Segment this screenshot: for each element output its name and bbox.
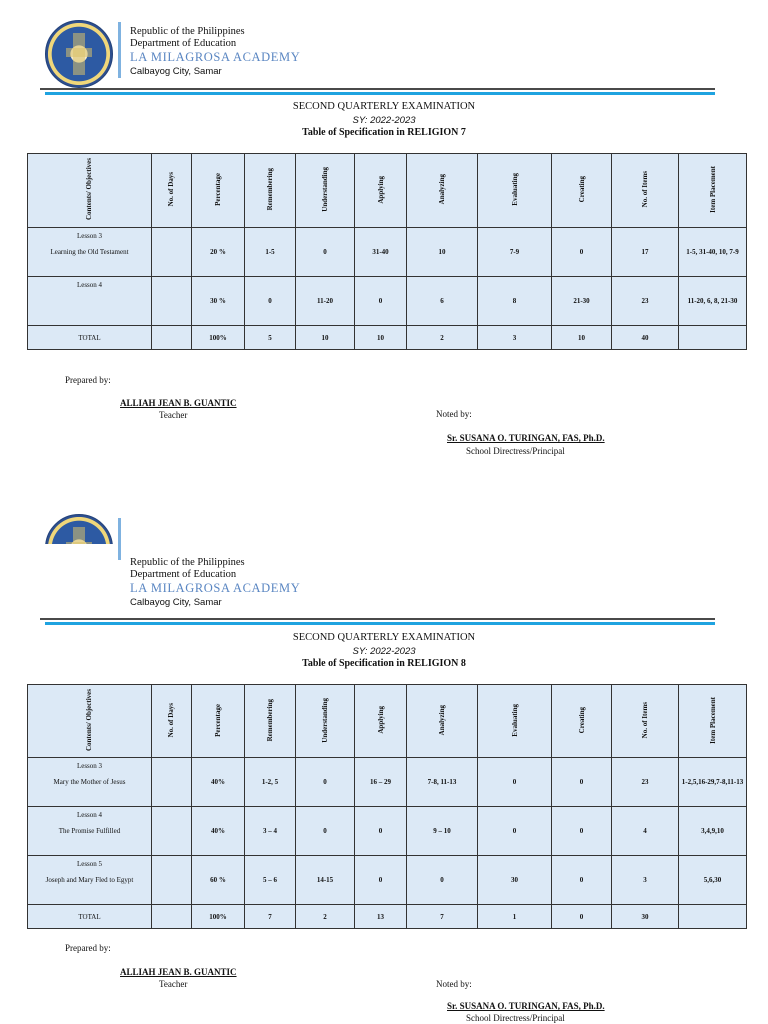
header-row (28, 154, 747, 228)
days-cell (152, 228, 192, 277)
lesson-cell: Lesson 5 Joseph and Mary Fled to Egypt (28, 856, 152, 905)
placement-cell (679, 905, 747, 929)
pct-cell: 100% (192, 905, 245, 929)
cre-cell: 21-30 (552, 277, 612, 326)
placement-cell: 11-20, 6, 8, 21-30 (679, 277, 747, 326)
placement-cell: 3,4,9,10 (679, 807, 747, 856)
eva-cell: 0 (478, 807, 552, 856)
lesson-cell: Lesson 3 Mary the Mother of Jesus (28, 758, 152, 807)
exam-title: SECOND QUARTERLY EXAMINATION (292, 101, 476, 112)
tos-table-religion-8 (27, 684, 747, 929)
pct-cell: 40% (192, 758, 245, 807)
col-remembering: Remembering (245, 154, 296, 228)
table-row (28, 228, 747, 277)
ana-cell: 7 (407, 905, 478, 929)
items-cell: 4 (612, 807, 679, 856)
teacher-name: ALLIAH JEAN B. GUANTIC (120, 398, 237, 408)
rem-cell: 1-5 (245, 228, 296, 277)
col-remembering: Remembering (245, 685, 296, 758)
principal-name: Sr. SUSANA O. TURINGAN, FAS, Ph.D. (447, 1001, 605, 1011)
republic-line: Republic of the Philippines (130, 557, 245, 568)
col-evaluating: Evaluating (478, 154, 552, 228)
pct-cell: 100% (192, 326, 245, 350)
eva-cell: 3 (478, 326, 552, 350)
school-seal-logo (45, 20, 113, 88)
col-understanding: Understanding (296, 154, 355, 228)
days-cell (152, 856, 192, 905)
table-row (28, 856, 747, 905)
noted-by-label: Noted by: (436, 979, 472, 989)
principal-role: School Directress/Principal (466, 1013, 565, 1023)
eva-cell: 30 (478, 856, 552, 905)
ana-cell: 6 (407, 277, 478, 326)
und-cell: 0 (296, 228, 355, 277)
ana-cell: 0 (407, 856, 478, 905)
eva-cell: 0 (478, 758, 552, 807)
cre-cell: 0 (552, 856, 612, 905)
table-row (28, 758, 747, 807)
header-rule-dark (40, 88, 715, 90)
col-days: No. of Days (152, 685, 192, 758)
prepared-by-label: Prepared by: (65, 375, 111, 385)
eva-cell: 8 (478, 277, 552, 326)
principal-role: School Directress/Principal (466, 446, 565, 456)
header-row (28, 685, 747, 758)
col-items: No. of Items (612, 685, 679, 758)
exam-title: SECOND QUARTERLY EXAMINATION (292, 632, 476, 643)
cre-cell: 0 (552, 905, 612, 929)
cre-cell: 0 (552, 758, 612, 807)
app-cell: 0 (355, 856, 407, 905)
total-row (28, 326, 747, 350)
items-cell: 30 (612, 905, 679, 929)
days-cell (152, 326, 192, 350)
col-understanding: Understanding (296, 685, 355, 758)
table-row (28, 807, 747, 856)
cre-cell: 10 (552, 326, 612, 350)
rem-cell: 3 – 4 (245, 807, 296, 856)
table-row (28, 277, 747, 326)
pct-cell: 30 % (192, 277, 245, 326)
total-label: TOTAL (28, 326, 152, 350)
days-cell (152, 758, 192, 807)
school-year: SY: 2022-2023 (352, 646, 416, 657)
teacher-role: Teacher (159, 979, 188, 989)
und-cell: 11-20 (296, 277, 355, 326)
noted-by-label: Noted by: (436, 409, 472, 419)
col-placement: Item Placement (679, 685, 747, 758)
app-cell: 10 (355, 326, 407, 350)
col-items: No. of Items (612, 154, 679, 228)
header-accent-bar (118, 22, 121, 78)
app-cell: 31-40 (355, 228, 407, 277)
academy-name: LA MILAGROSA ACADEMY (130, 581, 301, 595)
header-accent-bar (118, 518, 121, 560)
app-cell: 0 (355, 277, 407, 326)
placement-cell: 5,6,30 (679, 856, 747, 905)
tos-table-religion-7 (27, 153, 747, 350)
app-cell: 0 (355, 807, 407, 856)
city-line: Calbayog City, Samar (130, 66, 222, 77)
und-cell: 14-15 (296, 856, 355, 905)
republic-line: Republic of the Philippines (130, 26, 245, 37)
department-line: Department of Education (130, 38, 237, 49)
header-rule-dark (40, 618, 715, 620)
pct-cell: 60 % (192, 856, 245, 905)
und-cell: 0 (296, 807, 355, 856)
und-cell: 2 (296, 905, 355, 929)
academy-name: LA MILAGROSA ACADEMY (130, 50, 301, 64)
col-percentage: Percentage (192, 685, 245, 758)
rem-cell: 5 (245, 326, 296, 350)
rem-cell: 0 (245, 277, 296, 326)
principal-name: Sr. SUSANA O. TURINGAN, FAS, Ph.D. (447, 433, 605, 443)
header-rule-blue (45, 622, 715, 625)
days-cell (152, 277, 192, 326)
col-percentage: Percentage (192, 154, 245, 228)
pct-cell: 20 % (192, 228, 245, 277)
header-rule-blue (45, 92, 715, 95)
table-title: Table of Specification in RELIGION 7 (302, 127, 466, 138)
ana-cell: 9 – 10 (407, 807, 478, 856)
col-analyzing: Analyzing (407, 154, 478, 228)
pct-cell: 40% (192, 807, 245, 856)
school-seal-logo (45, 514, 113, 544)
rem-cell: 7 (245, 905, 296, 929)
city-line: Calbayog City, Samar (130, 597, 222, 608)
items-cell: 23 (612, 758, 679, 807)
logo-clip (40, 514, 120, 544)
cre-cell: 0 (552, 807, 612, 856)
total-row (28, 905, 747, 929)
lesson-cell: Lesson 3 Learning the Old Testament (28, 228, 152, 277)
days-cell (152, 905, 192, 929)
eva-cell: 1 (478, 905, 552, 929)
items-cell: 23 (612, 277, 679, 326)
col-applying: Applying (355, 154, 407, 228)
lesson-cell: Lesson 4 The Promise Fulfilled (28, 807, 152, 856)
items-cell: 40 (612, 326, 679, 350)
und-cell: 10 (296, 326, 355, 350)
items-cell: 17 (612, 228, 679, 277)
rem-cell: 1-2, 5 (245, 758, 296, 807)
app-cell: 16 – 29 (355, 758, 407, 807)
col-creating: Creating (552, 154, 612, 228)
und-cell: 0 (296, 758, 355, 807)
col-contents: Contents/ Objectives (28, 154, 152, 228)
col-contents: Contents/ Objectives (28, 685, 152, 758)
rem-cell: 5 – 6 (245, 856, 296, 905)
placement-cell (679, 326, 747, 350)
placement-cell: 1-2,5,16-29,7-8,11-13 (679, 758, 747, 807)
col-applying: Applying (355, 685, 407, 758)
col-placement: Item Placement (679, 154, 747, 228)
total-label: TOTAL (28, 905, 152, 929)
placement-cell: 1-5, 31-40, 10, 7-9 (679, 228, 747, 277)
col-analyzing: Analyzing (407, 685, 478, 758)
items-cell: 3 (612, 856, 679, 905)
app-cell: 13 (355, 905, 407, 929)
lesson-cell: Lesson 4 (28, 277, 152, 326)
ana-cell: 2 (407, 326, 478, 350)
cre-cell: 0 (552, 228, 612, 277)
teacher-role: Teacher (159, 410, 188, 420)
school-year: SY: 2022-2023 (352, 115, 416, 126)
col-evaluating: Evaluating (478, 685, 552, 758)
ana-cell: 10 (407, 228, 478, 277)
eva-cell: 7-9 (478, 228, 552, 277)
teacher-name: ALLIAH JEAN B. GUANTIC (120, 967, 237, 977)
days-cell (152, 807, 192, 856)
department-line: Department of Education (130, 569, 237, 580)
prepared-by-label: Prepared by: (65, 943, 111, 953)
col-creating: Creating (552, 685, 612, 758)
col-days: No. of Days (152, 154, 192, 228)
table-title: Table of Specification in RELIGION 8 (302, 658, 466, 669)
ana-cell: 7-8, 11-13 (407, 758, 478, 807)
